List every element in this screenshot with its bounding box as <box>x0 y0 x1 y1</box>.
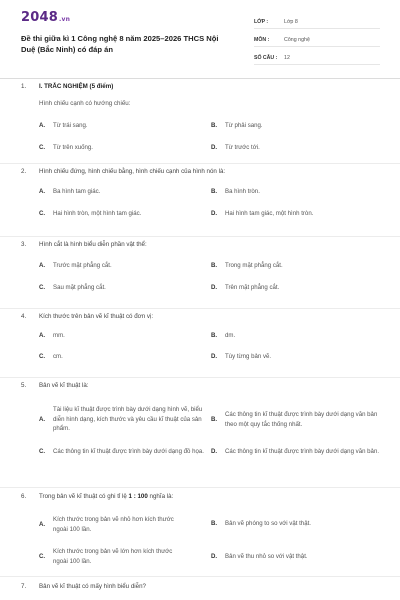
question-4 <box>0 309 400 378</box>
question-2 <box>0 164 400 237</box>
question-heading <box>21 583 146 590</box>
option-text: mm. <box>53 332 65 339</box>
meta-key: SỐ CÂU : <box>254 54 278 61</box>
option-text: Bản vẽ thu nhỏ so với vật thật. <box>225 553 308 560</box>
section-heading: I. TRẮC NGHIỆM (5 điểm) <box>39 83 114 90</box>
question-text: Hình cắt là hình biểu diễn phần vật thể: <box>39 241 147 248</box>
meta-value: 12 <box>284 54 290 61</box>
question-text: Bản vẽ kĩ thuật là: <box>39 382 89 389</box>
exam-title: Đề thi giữa kì 1 Công nghệ 8 năm 2025–2026 THCS Nội Duệ (Bắc Ninh) có đáp án <box>21 34 219 54</box>
page-header <box>0 0 400 72</box>
question-text: Hình chiếu đứng, hình chiếu bằng, hình chiếu cạnh của hình nón là: <box>39 168 226 175</box>
option-letter: D. <box>211 448 218 455</box>
option-c[interactable] <box>39 352 63 362</box>
option-letter: D. <box>211 210 218 217</box>
exam-meta <box>254 15 380 69</box>
option-letter: B. <box>211 520 218 527</box>
option-text: Hai hình tròn, một hình tam giác. <box>53 210 142 217</box>
option-text: Kích thước trong bản vẽ nhỏ hơn kích thước ngoài 100 lần. <box>53 516 174 533</box>
option-text: Tài liệu kĩ thuật được trình bày dưới dạng hình vẽ, biểu diễn hình dạng, kích thước và yêu cầu kĩ thuật của sản phẩm. <box>53 406 203 432</box>
option-d[interactable] <box>211 352 271 362</box>
question-text: Bản vẽ kĩ thuật có mấy hình biểu diễn? <box>39 583 146 590</box>
option-c[interactable] <box>39 283 106 293</box>
meta-key: LỚP : <box>254 18 269 25</box>
option-text: Từ trước tới. <box>225 144 260 151</box>
logo-suffix: .vn <box>58 16 71 23</box>
option-letter: C. <box>39 284 46 291</box>
question-5 <box>0 378 400 488</box>
option-letter: A. <box>39 520 46 528</box>
option-letter: D. <box>211 144 218 151</box>
option-text: Tùy từng bản vẽ. <box>225 353 272 360</box>
option-letter: C. <box>39 144 46 151</box>
logo-text: 2048 <box>21 10 58 25</box>
option-a[interactable] <box>39 331 65 341</box>
option-d[interactable] <box>211 209 313 219</box>
option-letter: D. <box>211 353 218 360</box>
option-c[interactable] <box>39 209 141 219</box>
option-a[interactable] <box>39 515 183 534</box>
question-text: Hình chiếu cạnh có hướng chiếu: <box>39 100 131 107</box>
option-letter: C. <box>39 448 46 455</box>
question-heading <box>21 241 147 248</box>
question-text-part: nghĩa là: <box>147 493 174 500</box>
option-letter: A. <box>39 332 46 339</box>
option-d[interactable] <box>211 447 387 457</box>
question-heading <box>21 168 225 175</box>
option-letter: C. <box>39 210 46 217</box>
option-text: Các thông tin kĩ thuật được trình bày dưới dạng văn bản. <box>225 448 380 455</box>
option-b[interactable] <box>211 410 387 429</box>
option-b[interactable] <box>211 121 263 131</box>
option-b[interactable] <box>211 187 260 197</box>
option-b[interactable] <box>211 331 235 341</box>
option-a[interactable] <box>39 121 88 131</box>
option-letter: B. <box>211 188 218 195</box>
option-letter: B. <box>211 262 218 269</box>
option-letter: B. <box>211 332 218 339</box>
question-3 <box>0 237 400 309</box>
option-d[interactable] <box>211 552 308 562</box>
option-a[interactable] <box>39 187 100 197</box>
question-number: 5. <box>21 382 27 389</box>
option-letter: A. <box>39 122 46 129</box>
option-text: Từ trái sang. <box>53 122 88 129</box>
option-text: Hai hình tam giác, một hình tròn. <box>225 210 314 217</box>
option-text: Bản vẽ phóng to so với vật thật. <box>225 520 311 527</box>
option-a[interactable] <box>39 261 112 271</box>
question-text: Kích thước trên bản vẽ kĩ thuật có đơn vị: <box>39 313 154 320</box>
option-letter: C. <box>39 353 46 360</box>
question-number: 1. <box>21 83 27 90</box>
question-6 <box>0 488 400 577</box>
question-number: 7. <box>21 583 27 590</box>
question-heading <box>21 83 113 90</box>
option-text: Sau mặt phẳng cắt. <box>53 284 106 291</box>
question-text-part: Trong bản vẽ kĩ thuật có ghi tỉ lệ <box>39 493 129 500</box>
meta-value: Công nghệ <box>284 36 310 43</box>
option-text: Từ phải sang. <box>225 122 263 129</box>
option-text: Các thông tin kĩ thuật được trình bày dưới dạng đồ họa. <box>53 448 204 455</box>
option-text: Các thông tin kĩ thuật được trình bày dưới dạng văn bản theo một quy tắc thống nhất. <box>225 411 378 428</box>
scale-ratio: 1 : 100 <box>128 493 148 500</box>
question-number: 2. <box>21 168 27 175</box>
option-text: Từ trên xuống. <box>53 144 93 151</box>
option-letter: D. <box>211 553 218 560</box>
question-heading <box>21 493 173 500</box>
question-number: 6. <box>21 493 27 500</box>
option-c[interactable] <box>39 143 93 153</box>
option-text: Ba hình tròn. <box>225 188 260 195</box>
option-letter: A. <box>39 262 46 269</box>
question-1 <box>0 79 400 164</box>
option-text: Trên mặt phẳng cắt. <box>225 284 280 291</box>
question-list <box>0 79 400 597</box>
option-letter: B. <box>211 415 218 423</box>
option-letter: B. <box>211 122 218 129</box>
option-text: Trong mặt phẳng cắt. <box>225 262 283 269</box>
option-text: cm. <box>53 353 63 360</box>
option-letter: A. <box>39 188 46 195</box>
option-text: Ba hình tam giác. <box>53 188 101 195</box>
question-7 <box>0 577 400 597</box>
question-text <box>39 493 173 500</box>
option-text: dm. <box>225 332 236 339</box>
option-letter: D. <box>211 284 218 291</box>
site-logo[interactable] <box>21 10 70 25</box>
option-b[interactable] <box>211 519 311 529</box>
question-heading <box>21 382 89 389</box>
option-letter: A. <box>39 415 46 423</box>
meta-key: MÔN : <box>254 36 270 43</box>
meta-row-subject <box>254 33 380 47</box>
option-text: Kích thước trong bản vẽ lớn hơn kích thước ngoài 100 lần. <box>53 548 173 565</box>
meta-value: Lớp 8 <box>284 18 298 25</box>
option-c[interactable] <box>39 547 183 566</box>
option-c[interactable] <box>39 447 213 457</box>
question-number: 3. <box>21 241 27 248</box>
option-d[interactable] <box>211 283 279 293</box>
meta-row-class <box>254 15 380 29</box>
option-letter: C. <box>39 552 46 560</box>
option-a[interactable] <box>39 405 213 434</box>
option-d[interactable] <box>211 143 260 153</box>
option-text: Trước mặt phẳng cắt. <box>53 262 112 269</box>
meta-row-count <box>254 51 380 65</box>
question-number: 4. <box>21 313 27 320</box>
question-heading <box>21 313 153 320</box>
option-b[interactable] <box>211 261 283 271</box>
